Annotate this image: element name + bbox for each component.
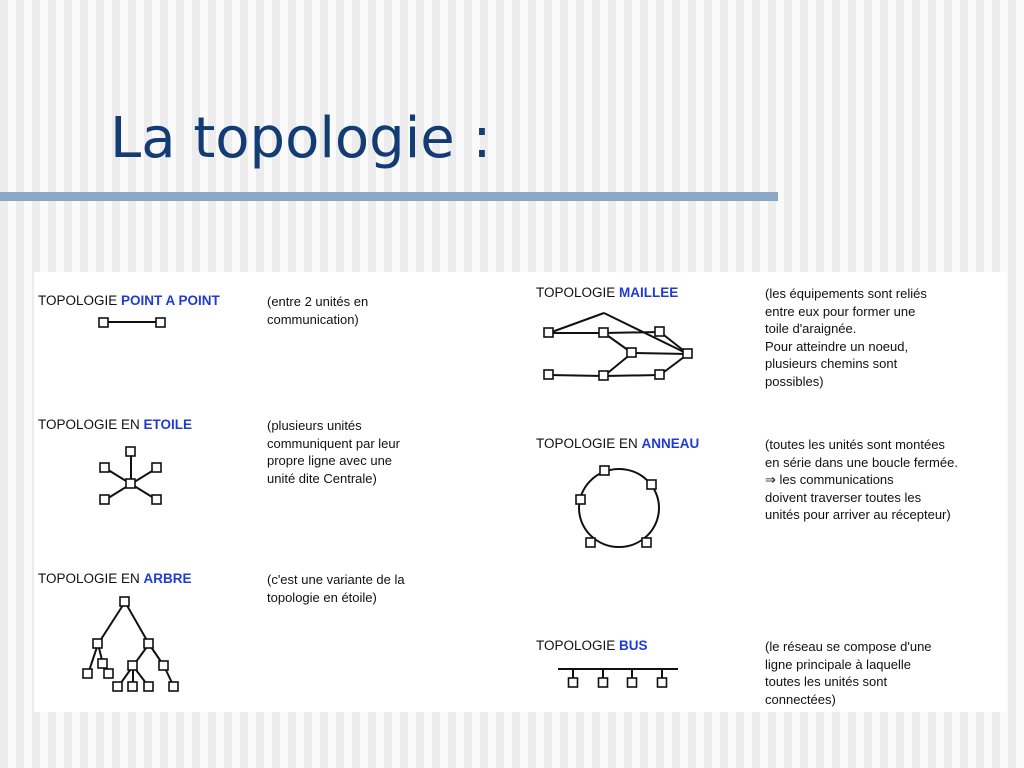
label-anneau [536,436,699,451]
label-highlight: ANNEAU [641,436,700,451]
label-prefix: TOPOLOGIE [536,638,616,653]
label-highlight: ARBRE [143,571,192,586]
title-underline [0,192,778,201]
desc-arbre: (c'est une variante de la topologie en étoile) [267,572,405,605]
label-prefix: TOPOLOGIE EN [38,417,140,432]
slide-title: La topologie : [110,106,492,171]
label-point-a-point [38,293,220,308]
label-prefix: TOPOLOGIE [536,285,616,300]
desc-bus: (le réseau se compose d'une ligne principale à laquelle toutes les unités sont connectées) [765,639,932,707]
desc-etoile: (plusieurs unités communiquent par leur propre ligne avec une unité dite Centrale) [267,418,400,486]
label-prefix: TOPOLOGIE EN [38,571,140,586]
label-arbre [38,571,192,586]
desc-anneau: (toutes les unités sont montées en série dans une boucle fermée. ⇒ les communications doivent traverser toutes les unités pour arriver au récepteur) [765,437,958,522]
diagram-bus [554,660,684,692]
label-highlight: ETOILE [143,417,193,432]
diagram-arbre [78,590,188,700]
topology-figure [34,272,1007,712]
label-highlight: BUS [619,638,648,653]
label-highlight: MAILLEE [619,285,679,300]
label-bus [536,638,648,653]
diagram-etoile [89,440,179,515]
label-maillee [536,285,678,300]
desc-point-a-point: (entre 2 unités en communication) [267,294,369,327]
diagram-point-a-point [89,310,179,334]
desc-maillee: (les équipements sont reliés entre eux pour former une toile d'araignée. Pour atteindre un noeud, plusieurs chemins sont possibles) [765,286,927,389]
diagram-anneau [572,462,666,557]
label-prefix: TOPOLOGIE EN [536,436,638,451]
label-prefix: TOPOLOGIE [38,293,118,308]
label-highlight: POINT A POINT [121,293,220,308]
label-etoile [38,417,192,432]
diagram-maillee [536,300,706,390]
